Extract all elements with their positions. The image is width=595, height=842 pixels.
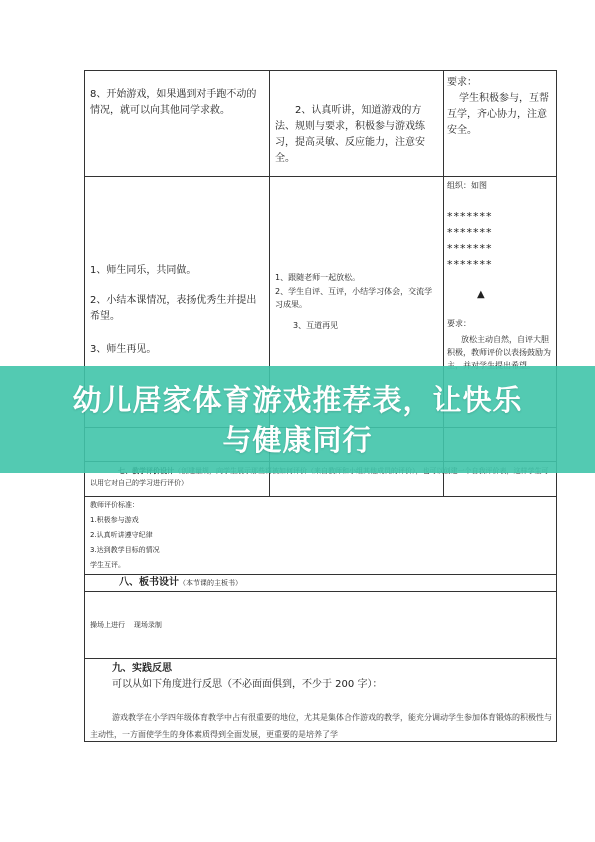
row1-requirement-title: 要求： [447, 77, 477, 88]
row-divider [85, 591, 556, 592]
row-divider [85, 496, 556, 497]
row2-teacher-item-1: 1、师生同乐，共同做。 [90, 265, 197, 276]
peer-evaluation: 学生互评。 [90, 561, 125, 569]
section9-title: 九、实践反思 [112, 663, 172, 674]
criteria-item: 3.达到教学目标的情况 [90, 546, 160, 554]
section7-note: 以用它对自己的学习进行评价） [90, 479, 188, 487]
teacher-position-triangle-icon: ▲ [477, 289, 485, 300]
formation-stars-row: ******* [447, 226, 493, 239]
row-divider [85, 176, 556, 177]
section9-subtitle: 可以从如下角度进行反思（不必面面俱到，不少于 200 字）： [112, 679, 383, 690]
banner-title: 幼儿居家体育游戏推荐表，让快乐与健康同行 [72, 382, 523, 457]
row2-student-item-1: 1、跟随老师一起放松。 [275, 273, 361, 282]
row2-teacher-item-3: 3、师生再见。 [90, 344, 157, 355]
criteria-item: 1.积极参与游戏 [90, 516, 139, 524]
row-divider [85, 658, 556, 659]
row2-requirement-title: 要求： [447, 319, 471, 328]
row1-activity-text: 8、开始游戏，如果遇到对手跑不动的情况，就可以向其他同学求救。 [90, 89, 257, 116]
formation-stars-row: ******* [447, 210, 493, 223]
row1-requirement-text: 学生积极参与，互帮互学，齐心协力，注意安全。 [447, 93, 549, 136]
section8-heading [119, 575, 419, 591]
teacher-criteria-label: 教师评价标准： [90, 501, 139, 509]
section8-title: 八、板书设计 [119, 577, 179, 588]
row2-student-item-3: 3、互道再见 [293, 321, 339, 330]
title-banner [0, 366, 595, 473]
formation-stars-row: ******* [447, 258, 493, 271]
row2-teacher-item-2: 2、小结本课情况，表扬优秀生并提出希望。 [90, 295, 257, 322]
section8-note: （本节课的主板书） [179, 579, 242, 587]
formation-stars-row: ******* [447, 242, 493, 255]
row2-student-item-2: 2、学生自评、互评，小结学习体会，交流学习成果。 [275, 287, 433, 309]
row1-student-text: 2、认真听讲，知道游戏的方法、规则与要求，积极参与游戏练习，提高灵敏、反应能力，注意安全。 [275, 105, 425, 164]
row2-organization-label: 组织：如图 [447, 181, 487, 190]
board-design-content: 操场上进行 现场录制 [90, 621, 162, 629]
criteria-item: 2.认真听讲遵守纪律 [90, 531, 153, 539]
reflection-paragraph: 游戏教学在小学四年级体育教学中占有很重要的地位，尤其是集体合作游戏的教学，能充分调动学生参加体育锻炼的积极性与主动性，一方面使学生的身体素质得到全面发展，更重要的是培养了学 [90, 713, 552, 739]
row2-requirement-text: 放松主动自然，自评大胆积极，教师评价以表扬鼓励为 [447, 335, 551, 357]
